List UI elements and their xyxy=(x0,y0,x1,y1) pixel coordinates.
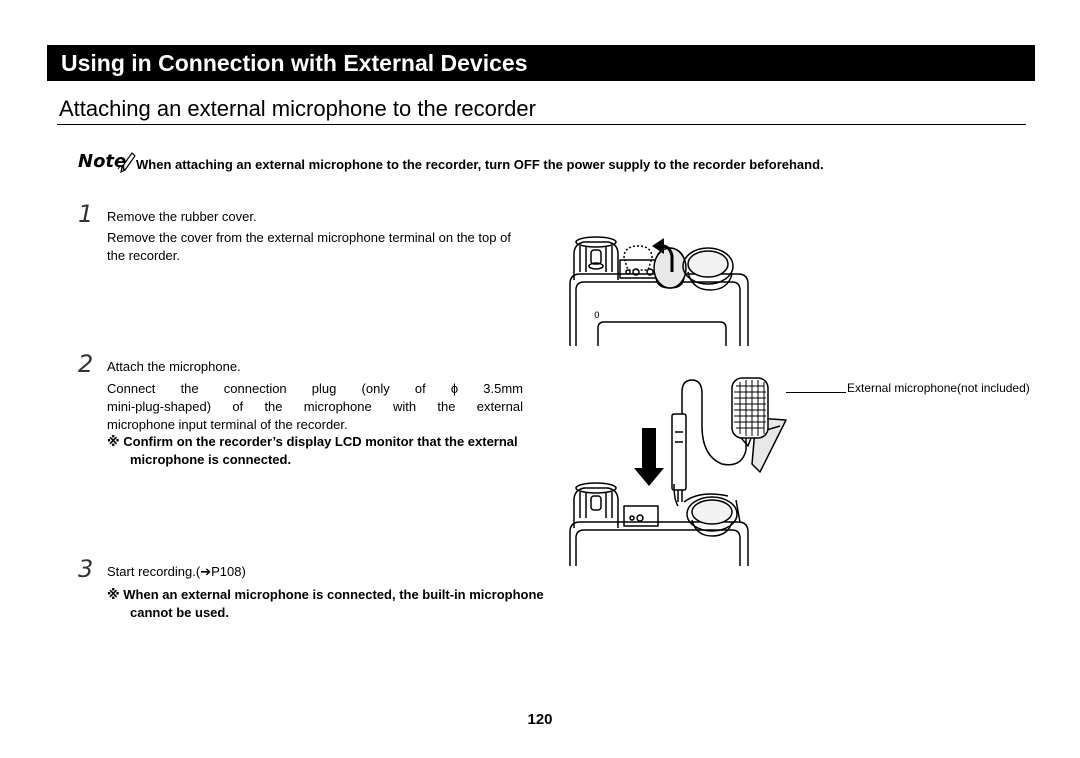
step-2-body-line-2: mini-plug-shaped) of the microphone with the external xyxy=(107,399,523,414)
step-1-number: 1 xyxy=(78,200,94,228)
step-2-body-line-3: microphone input terminal of the recorder. xyxy=(107,417,348,432)
page-title: Attaching an external microphone to the recorder xyxy=(59,96,536,121)
svg-text:Note: Note xyxy=(78,151,127,172)
svg-text:0: 0 xyxy=(594,311,600,321)
callout-leader-line xyxy=(786,392,846,393)
note-icon xyxy=(78,147,138,173)
title-underline xyxy=(57,124,1026,125)
note-text: When attaching an external microphone to the recorder, turn OFF the power supply to the recorder beforehand. xyxy=(136,157,824,172)
step-2-caution: ※ Confirm on the recorder’s display LCD monitor that the external microphone is connected. xyxy=(107,434,518,467)
microphone-attach-illustration xyxy=(560,372,800,566)
section-title: Using in Connection with External Devices xyxy=(61,50,528,76)
step-1-body: Remove the cover from the external microphone terminal on the top of the recorder. xyxy=(107,230,511,263)
step-3-title: Start recording.(➔P108) xyxy=(107,564,246,579)
step-2-number: 2 xyxy=(78,350,94,378)
step-2-title: Attach the microphone. xyxy=(107,359,241,374)
page-number: 120 xyxy=(527,711,553,728)
external-microphone-callout: External microphone(not included) xyxy=(847,381,1030,395)
step-1-title: Remove the rubber cover. xyxy=(107,209,257,224)
step-3-number: 3 xyxy=(78,555,94,583)
step-2-body-line-1: Connect the connection plug (only of ϕ 3.5mm xyxy=(107,381,523,396)
section-banner xyxy=(47,45,1035,81)
step-3-caution: ※ When an external microphone is connected, the built-in microphone cannot be used. xyxy=(107,587,544,620)
recorder-top-illustration xyxy=(560,232,760,346)
